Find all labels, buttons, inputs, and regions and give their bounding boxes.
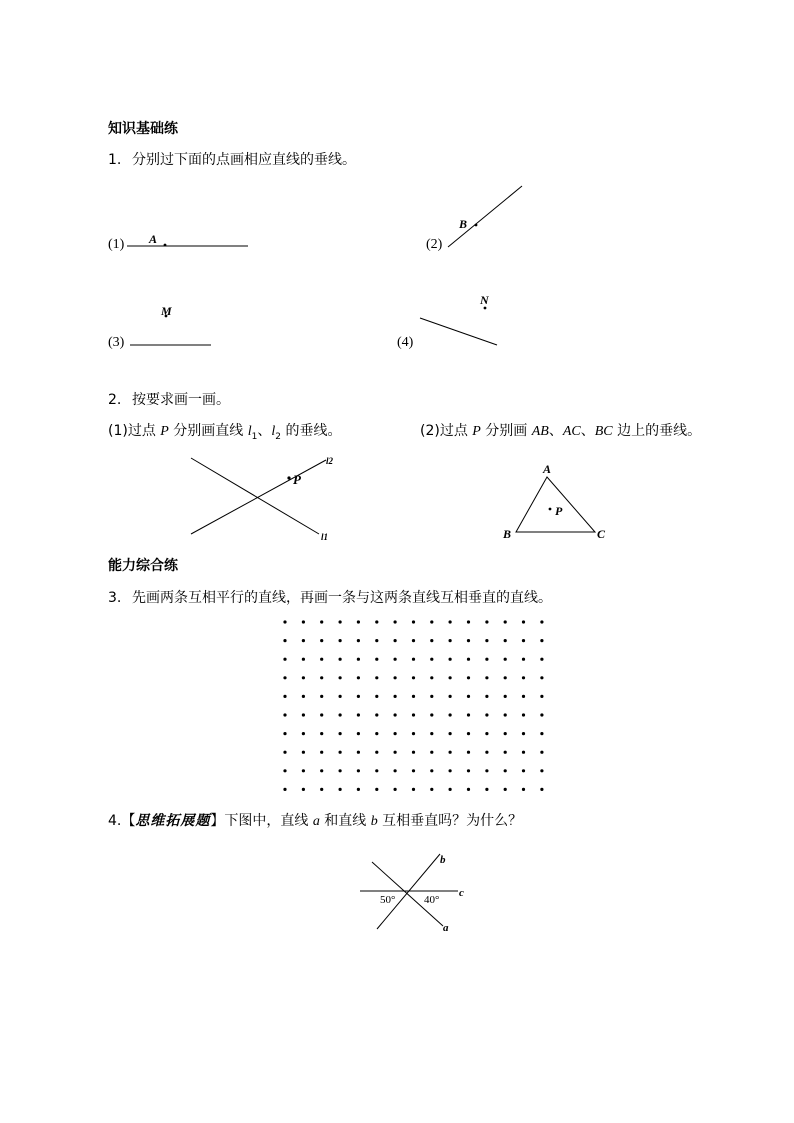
q4-number: 4. — [108, 813, 122, 829]
q2-fig2-label-c: C — [597, 527, 606, 541]
q1-point-n: N — [480, 293, 489, 307]
q2-part1-post: 的垂线。 — [281, 423, 342, 439]
q1-sub4-label: (4) — [397, 335, 414, 350]
q4-angle-50: 50° — [380, 894, 396, 906]
q2-part2-ac: AC — [562, 424, 581, 439]
q2-part2-pre: (2)过点 — [420, 423, 473, 439]
q4-bracket-open: 【 — [121, 813, 136, 829]
q2-number: 2. — [108, 392, 122, 408]
q2-part1-sub2: 2 — [275, 431, 281, 442]
q2-part1-l1: l — [247, 424, 252, 439]
q1-sub2-label: (2) — [426, 237, 443, 252]
q2-fig2-label-b: B — [503, 527, 512, 541]
q4-b: b — [370, 814, 378, 829]
q2-part2-sep1: 、 — [548, 423, 563, 439]
q1-point-m: M — [161, 304, 172, 318]
q2-fig2-label-a: A — [543, 462, 552, 476]
q2-part1-l2: l — [271, 424, 276, 439]
q4-bracket-close: 】 — [210, 813, 225, 829]
q2-part2-sep2: 、 — [580, 423, 595, 439]
q3-number: 3. — [108, 590, 122, 606]
q2-part2-ab: AB — [531, 424, 549, 439]
section-title-basic: 知识基础练 — [108, 121, 178, 137]
q2-part2-mid: 分别画 — [480, 423, 532, 439]
q2-fig1-label-l2: l2 — [326, 456, 334, 466]
q2-part2-post: 边上的垂线。 — [612, 423, 702, 439]
q2-part1-p: P — [160, 424, 169, 439]
q1-text: 分别过下面的点画相应直线的垂线。 — [132, 152, 356, 168]
q4-label-c: c — [459, 887, 464, 899]
q4-label-a: a — [443, 922, 449, 934]
q2-part2-bc: BC — [594, 424, 613, 439]
q1-sub1-label: (1) — [108, 237, 125, 252]
q1-point-a: A — [149, 232, 158, 246]
q4-tag: 思维拓展题 — [135, 813, 211, 829]
q1-number: 1. — [108, 152, 122, 168]
q2-fig2-label-p: P — [555, 504, 563, 518]
q4-mid: 和直线 — [319, 813, 371, 829]
q4-pre: 下图中，直线 — [224, 813, 313, 829]
q4-angle-40: 40° — [424, 894, 440, 906]
q2-part2-p: P — [472, 424, 481, 439]
q2-fig1-label-l1: l1 — [321, 532, 329, 542]
section-title-ability: 能力综合练 — [108, 558, 178, 574]
q2-part1-mid: 分别画直线 — [168, 423, 248, 439]
q2-part1-pre: (1)过点 — [108, 423, 161, 439]
q3-text: 先画两条互相平行的直线，再画一条与这两条直线互相垂直的直线。 — [132, 590, 552, 606]
q4-post: 互相垂直吗？为什么？ — [377, 813, 523, 829]
q2-text: 按要求画一画。 — [132, 392, 230, 408]
q4-label-b: b — [440, 854, 446, 866]
q2-part1-sub1: 1 — [251, 431, 258, 442]
q1-point-b: B — [459, 217, 468, 231]
q2-part1-sep: 、 — [257, 423, 272, 439]
q4-a: a — [312, 814, 320, 829]
q1-sub3-label: (3) — [108, 335, 125, 350]
q2-fig1-label-p: P — [293, 472, 301, 487]
